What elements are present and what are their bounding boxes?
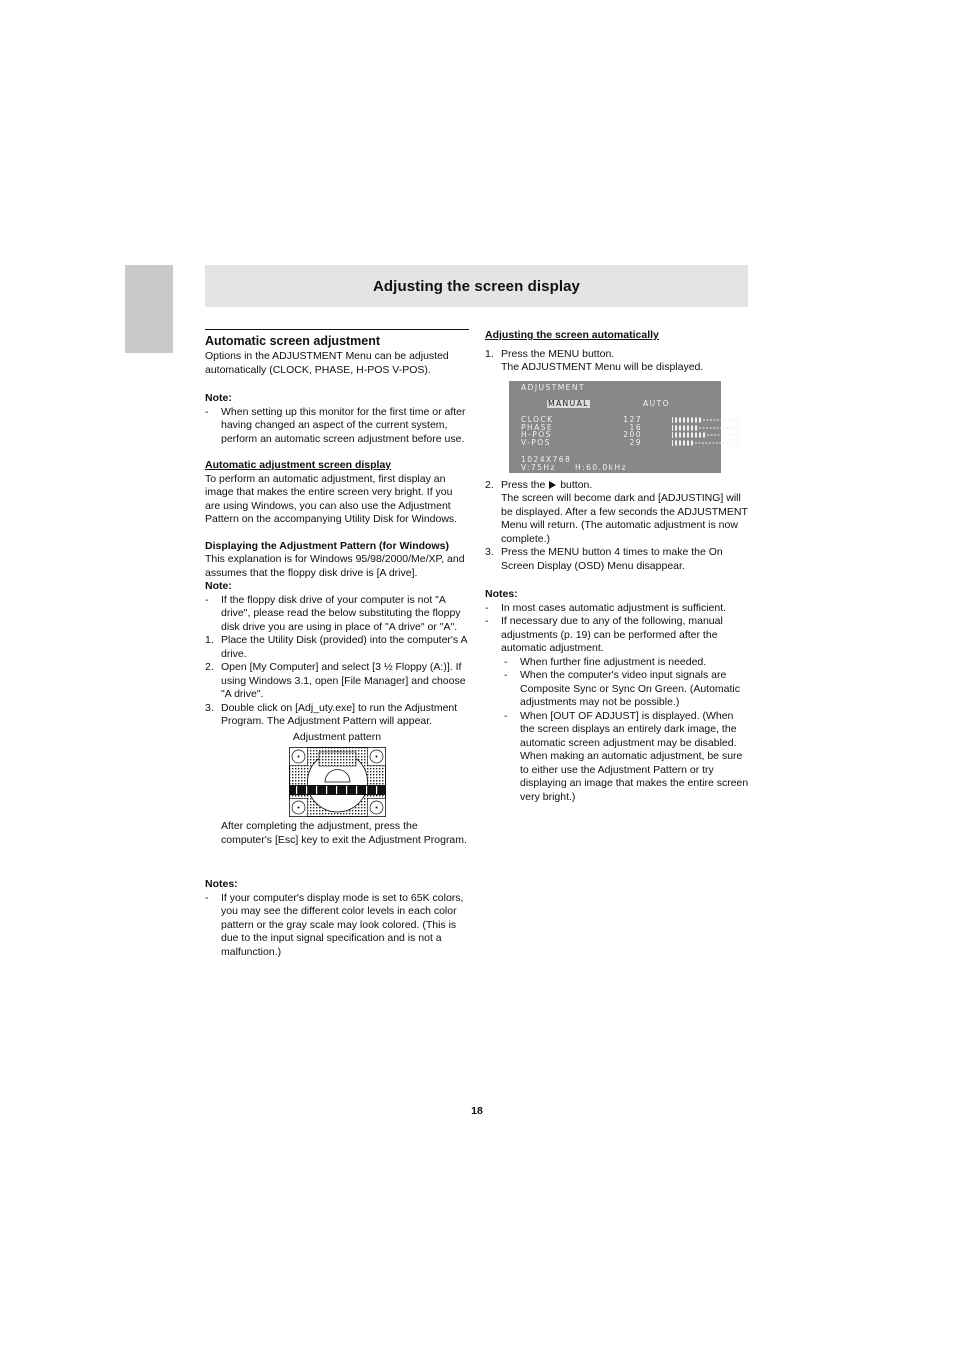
osd-resolution: 1024X768: [521, 454, 572, 464]
step-item: 3. Double click on [Adj_uty.exe] to run the Adjustment Program. The Adjustment Pattern will appear.: [205, 701, 458, 727]
osd-hfreq: H:60.0kHz: [575, 462, 627, 472]
after-text: After completing the adjustment, press the computer's [Esc] key to exit the Adjustment Program.: [221, 820, 467, 846]
osd-row-label: H-POS: [521, 429, 552, 439]
notes-item: - In most cases automatic adjustment is sufficient.: [485, 601, 727, 614]
notes-sub-item: - When further fine adjustment is needed.: [504, 655, 707, 668]
pattern-heading: Displaying the Adjustment Pattern (for Windows): [205, 539, 449, 552]
title-bar: [205, 265, 748, 307]
section-title: Automatic screen adjustment: [205, 329, 469, 349]
notes-sub-item: - When [OUT OF ADJUST] is displayed. (When the screen displays an entirely dark image, the automatic screen adjustment may be disabled. When making an automatic adjustment, be sure to either use the Adjustment Pattern or try displaying an image that makes the entire screen very bright.): [504, 709, 749, 803]
auto-display-heading: Automatic adjustment screen display: [205, 459, 392, 471]
osd-level-bar: [672, 417, 738, 423]
right-arrow-icon: [549, 481, 556, 489]
note-item: - When setting up this monitor for the first time or after having changed an aspect of the current system, perform an automatic screen adjustment before use.: [205, 405, 466, 445]
step-item: 1. Place the Utility Disk (provided) into the computer's A drive.: [205, 634, 467, 660]
auto-display-text: To perform an automatic adjustment, first display an image that makes the entire screen very bright. If you are using Windows, you can also use the Adjustment Pattern on the accompanying Utility Disk for Windows.: [205, 472, 458, 525]
osd-title: ADJUSTMENT: [521, 382, 585, 392]
notes-sub-item: - When the computer's video input signals are Composite Sync or Sync On Green. (Automatic adjustments may not be possible.): [504, 669, 741, 708]
osd-row-label: V-POS: [521, 437, 551, 447]
osd-row-value: 200: [623, 429, 642, 439]
notes-label: Notes:: [205, 878, 238, 890]
osd-level-bar: [672, 425, 738, 431]
pattern-text: This explanation is for Windows 95/98/2000/Me/XP, and assumes that the floppy disk drive is [A drive].: [205, 553, 465, 579]
osd-row-label: PHASE: [521, 422, 554, 432]
intro-text: Options in the ADJUSTMENT Menu can be adjusted automatically (CLOCK, PHASE, H-POS V-POS).: [205, 350, 449, 376]
page-title: Adjusting the screen display: [372, 278, 580, 295]
note-label: Note:: [205, 392, 232, 404]
notes-label: Notes:: [485, 588, 518, 600]
osd-level-bar: [672, 440, 738, 446]
step-item: 3. Press the MENU button 4 times to make the On Screen Display (OSD) Menu disappear.: [485, 546, 723, 572]
osd-vfreq: V:75Hz: [521, 462, 556, 472]
left-column: [205, 329, 469, 959]
section-side-tab: [125, 265, 173, 353]
pattern-caption: Adjustment pattern: [292, 730, 382, 743]
right-column: [485, 329, 749, 804]
adjustment-pattern-image: [289, 747, 386, 817]
osd-level-bar: [672, 432, 738, 438]
osd-auto-tab: AUTO: [643, 398, 670, 408]
notes-item: - If your computer's display mode is set to 65K colors, you may see the different color levels in each color pattern or the gray scale may look colored. (This is due to the input signal specification and is not a malfunction.): [205, 891, 464, 958]
osd-row-label: CLOCK: [521, 414, 554, 424]
step-item: 1. Press the MENU button. The ADJUSTMENT Menu will be displayed.: [485, 347, 704, 373]
osd-manual-tab: MANUAL: [548, 398, 589, 408]
osd-row-value: 127: [623, 414, 642, 424]
page-number: 18: [471, 1105, 483, 1117]
step-item: 2. Press the button. The screen will become dark and [ADJUSTING] will be displayed. After a few seconds the ADJUSTMENT Menu will return. (The automatic adjustment is now complete.): [485, 478, 748, 545]
osd-row-value: 16: [629, 422, 642, 432]
auto-adjust-heading: Adjusting the screen automatically: [485, 329, 659, 341]
note2-label: Note:: [205, 580, 232, 592]
notes-item: - If necessary due to any of the following, manual adjustments (p. 19) can be performed after the automatic adjustment.: [485, 615, 723, 654]
osd-row-value: 29: [629, 437, 642, 447]
note2-item: - If the floppy disk drive of your computer is not "A drive", please read the below substituting the floppy disk drive you are using in place of "A drive" or "A".: [205, 593, 461, 633]
osd-adjustment-menu: [509, 381, 721, 473]
step-item: 2. Open [My Computer] and select [3 ½ Floppy (A:)]. If using Windows 3.1, open [File Manager] and choose "A drive".: [205, 661, 466, 700]
